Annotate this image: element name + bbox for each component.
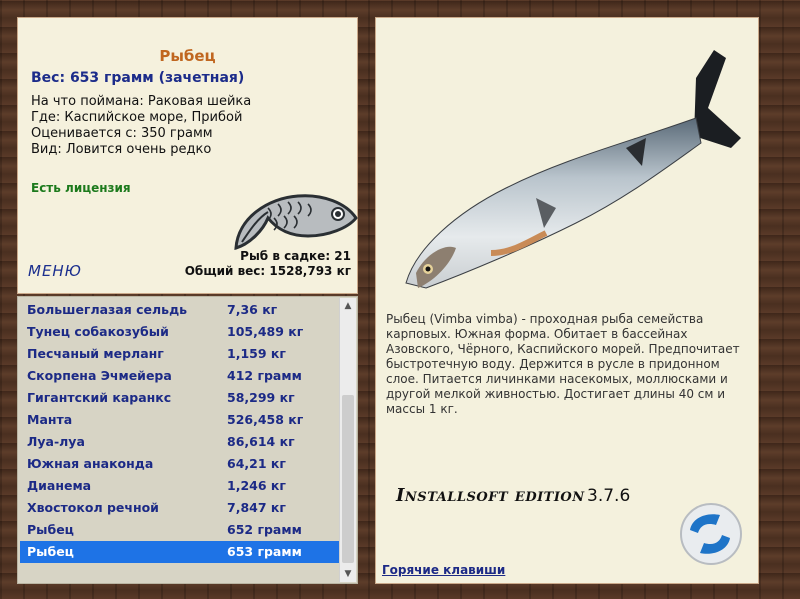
list-item[interactable] xyxy=(20,453,340,475)
list-item[interactable] xyxy=(20,409,340,431)
scrollbar-thumb[interactable] xyxy=(342,395,354,563)
list-item[interactable] xyxy=(20,497,340,519)
list-scrollbar[interactable] xyxy=(339,298,356,582)
list-item[interactable] xyxy=(20,475,340,497)
catch-list[interactable] xyxy=(20,299,340,563)
list-item[interactable] xyxy=(20,365,340,387)
list-item-name: Большеглазая сельдь xyxy=(27,302,188,317)
list-item-weight: 105,489 кг xyxy=(227,324,304,339)
list-item-weight: 7,847 кг xyxy=(227,500,286,515)
kind-info: Вид: Ловится очень редко xyxy=(31,142,212,157)
list-item-name: Тунец собакозубый xyxy=(27,324,169,339)
list-item[interactable] xyxy=(20,387,340,409)
list-item-name: Луа-луа xyxy=(27,434,85,449)
list-item-name: Рыбец xyxy=(27,522,74,537)
list-item-weight: 86,614 кг xyxy=(227,434,295,449)
list-item-weight: 653 грамм xyxy=(227,544,302,559)
fish-detail-panel xyxy=(375,17,759,584)
list-item-name: Хвостокол речной xyxy=(27,500,159,515)
list-item-name: Гигантский каранкс xyxy=(27,390,172,405)
place-info: Где: Каспийское море, Прибой xyxy=(31,110,243,125)
scroll-up-icon[interactable]: ▲ xyxy=(344,301,352,311)
edition-label: Installsoft edition xyxy=(396,485,585,506)
total-weight: Общий вес: 1528,793 кг xyxy=(184,264,351,278)
bait-info: На что поймана: Раковая шейка xyxy=(31,94,252,109)
fish-description: Рыбец (Vimba vimba) - проходная рыба семейства карповых. Южная форма. Обитает в бассейнах Азовского, Чёрного, Каспийского морей. Предпочитает быстротечную воду. Держится в русле в придонном слое. Питается личинками насекомых, моллюсками и другой мелкой живностью. Достигает длины 40 см и массы 1 кг. xyxy=(386,312,740,416)
list-item-name: Песчаный мерланг xyxy=(27,346,164,361)
license-status: Есть лицензия xyxy=(31,181,131,195)
big-fish-image xyxy=(396,48,741,293)
list-item-name: Скорпена Эчмейера xyxy=(27,368,172,383)
cage-count: Рыб в садке: 21 xyxy=(240,249,351,263)
valued-info: Оценивается с: 350 грамм xyxy=(31,126,213,141)
list-item-weight: 7,36 кг xyxy=(227,302,278,317)
hotkeys-link[interactable]: Горячие клавиши xyxy=(382,563,506,577)
installsoft-logo-icon xyxy=(676,500,746,568)
list-item-weight: 526,458 кг xyxy=(227,412,304,427)
list-item-weight: 58,299 кг xyxy=(227,390,295,405)
list-item[interactable] xyxy=(20,299,340,321)
catch-info-panel xyxy=(17,17,358,294)
version-label: 3.7.6 xyxy=(587,486,631,506)
list-item[interactable] xyxy=(20,343,340,365)
caught-fish-weight: Вес: 653 грамм (зачетная) xyxy=(31,70,245,86)
list-item-name: Дианема xyxy=(27,478,92,493)
list-item-weight: 1,159 кг xyxy=(227,346,286,361)
list-item-weight: 652 грамм xyxy=(227,522,302,537)
scroll-down-icon[interactable]: ▼ xyxy=(344,569,352,579)
list-item-weight: 1,246 кг xyxy=(227,478,286,493)
list-item-name: Рыбец xyxy=(27,544,74,559)
list-item-weight: 64,21 кг xyxy=(227,456,286,471)
list-item-name: Манта xyxy=(27,412,73,427)
list-item[interactable] xyxy=(20,431,340,453)
list-item-weight: 412 грамм xyxy=(227,368,302,383)
list-item[interactable] xyxy=(20,541,340,563)
menu-button[interactable]: МЕНЮ xyxy=(28,262,82,280)
list-item[interactable] xyxy=(20,321,340,343)
list-item-name: Южная анаконда xyxy=(27,456,154,471)
caught-fish-name: Рыбец xyxy=(159,47,216,65)
list-item[interactable] xyxy=(20,519,340,541)
catch-list-panel[interactable] xyxy=(17,296,358,584)
